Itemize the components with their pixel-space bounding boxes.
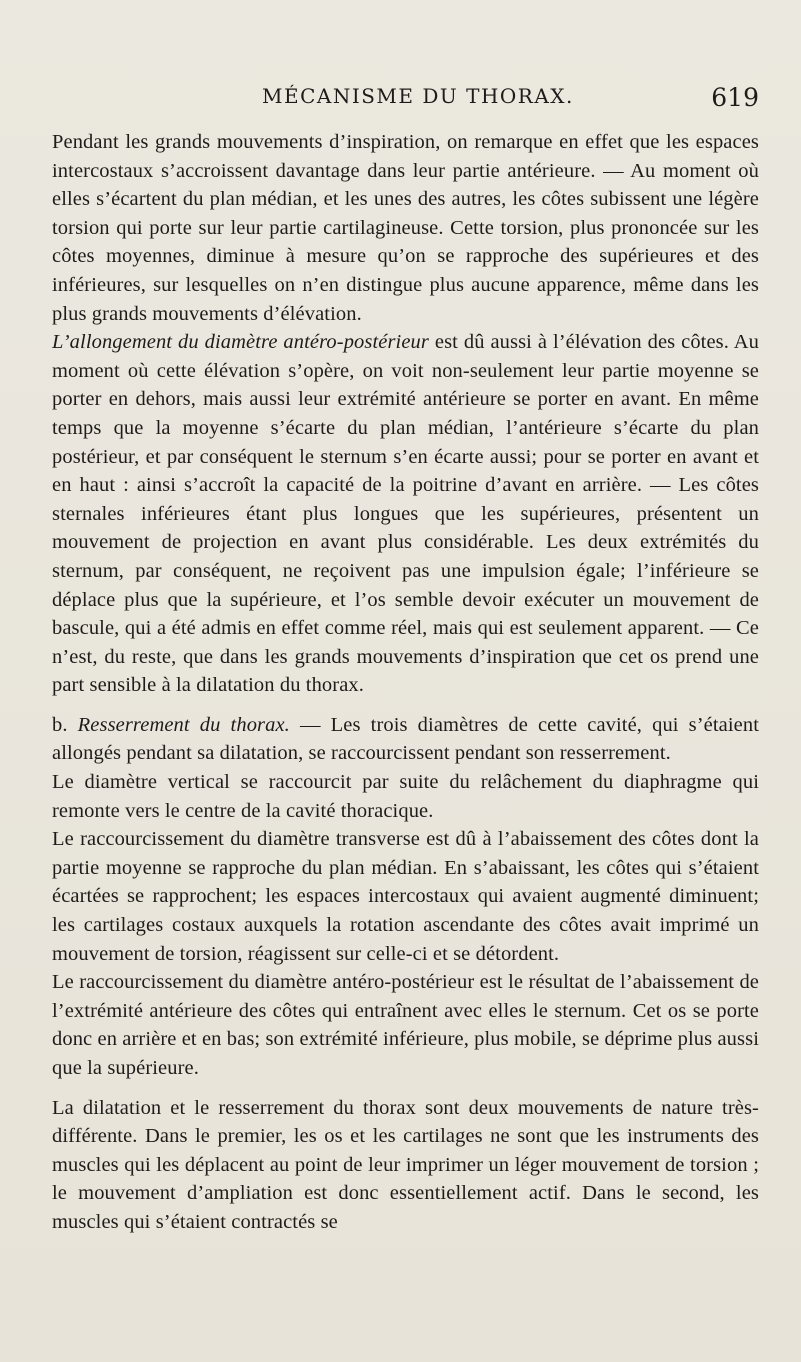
page-number: 619 <box>711 83 759 112</box>
paragraph-prefix: b. <box>52 713 78 736</box>
paragraph-diametre-transverse: Le raccourcissement du diamètre transverse est dû à l’abaissement des côtes dont la partie moyenne se rapproche du plan médian. En s’abaissant, les côtes qui s’étaient écartées se rapprochent; les espaces intercostaux qui avaient augmenté diminuent; les cartilages costaux auxquels la rotation ascendante des côtes avait imprimé un mouvement de torsion, réagissent sur celle-ci et se détordent. <box>52 828 759 965</box>
paragraph-inspiration: Pendant les grands mouvements d’inspiration, on remarque en effet que les espaces intercostaux s’accroissent davantage dans leur partie antérieure. — Au moment où elles s’écartent du plan médian, et les unes des autres, les côtes subissent une légère torsion qui porte sur leur partie cartilagineuse. Cette torsion, plus prononcée sur les côtes moyennes, diminue à mesure qu’on se rapproche des supérieures et des inférieures, sur lesquelles on n’en distingue plus aucune apparence, même dans les plus grands mouvements d’élévation. <box>52 131 759 325</box>
paragraph-body: est dû aussi à l’élévation des côtes. Au moment où cette élévation s’opère, on voit non-seulement leur partie moyenne se porter en dehors, mais aussi leur extrémité antérieure se porter en avant. En même temps que la moyenne s’écarte du plan médian, l’antérieure s’écarte du plan postérieur, et par conséquent le sternum s’en écarte aussi; pour se porter en avant et en haut : ainsi s’accroît la capacité de la poitrine d’avant en arrière. — Les côtes sternales inférieures étant plus longues que les supérieures, présentent un mouvement de projection en avant plus considérable. Les deux extrémités du sternum, par conséquent, ne reçoivent pas une impulsion égale; l’inférieure se déplace plus que la supérieure, et l’os semble devoir exécuter un mouvement de bascule, qui a été admis en effet comme réel, mais qui est seulement apparent. — Ce n’est, du reste, que dans les grands mouvements d’inspiration que cet os prend une part sensible à la dilatation du thorax. <box>52 331 760 697</box>
paragraph-allongement <box>52 328 759 700</box>
paragraph-diametre-antero-posterieur: Le raccourcissement du diamètre antéro-postérieur est le résultat de l’abaissement de l’extrémité antérieure des côtes qui entraînent avec elles le sternum. Cet os se porte donc en arrière et en bas; son extrémité inférieure, plus mobile, se déprime plus aussi que la supérieure. <box>52 971 759 1079</box>
paragraph-dilatation-resserrement: La dilatation et le resserrement du thorax sont deux mouvements de nature très-différente. Dans le premier, les os et les cartilages ne sont que les instruments des muscles qui les déplacent au point de leur imprimer un léger mouvement de torsion ; le mouvement d’ampliation est donc essentiellement actif. Dans le second, les muscles qui s’étaient contractés se <box>52 1096 759 1233</box>
paragraph-lead: L’allongement du diamètre antéro-postérieur <box>52 331 429 354</box>
body-text <box>52 128 759 1237</box>
paragraph-resserrement <box>52 711 759 768</box>
page-header <box>52 84 759 124</box>
paragraph-diametre-vertical: Le diamètre vertical se raccourcit par suite du relâchement du diaphragme qui remonte vers le centre de la cavité thoracique. <box>52 771 759 822</box>
paragraph-body: — Les trois diamètres de cette cavité, qui s’étaient allongés pendant sa dilatation, se raccourcissent pendant son resserrement. <box>52 713 760 765</box>
running-head: MÉCANISME DU THORAX. <box>262 84 574 108</box>
paragraph-lead: Resserrement du thorax. <box>77 713 290 736</box>
